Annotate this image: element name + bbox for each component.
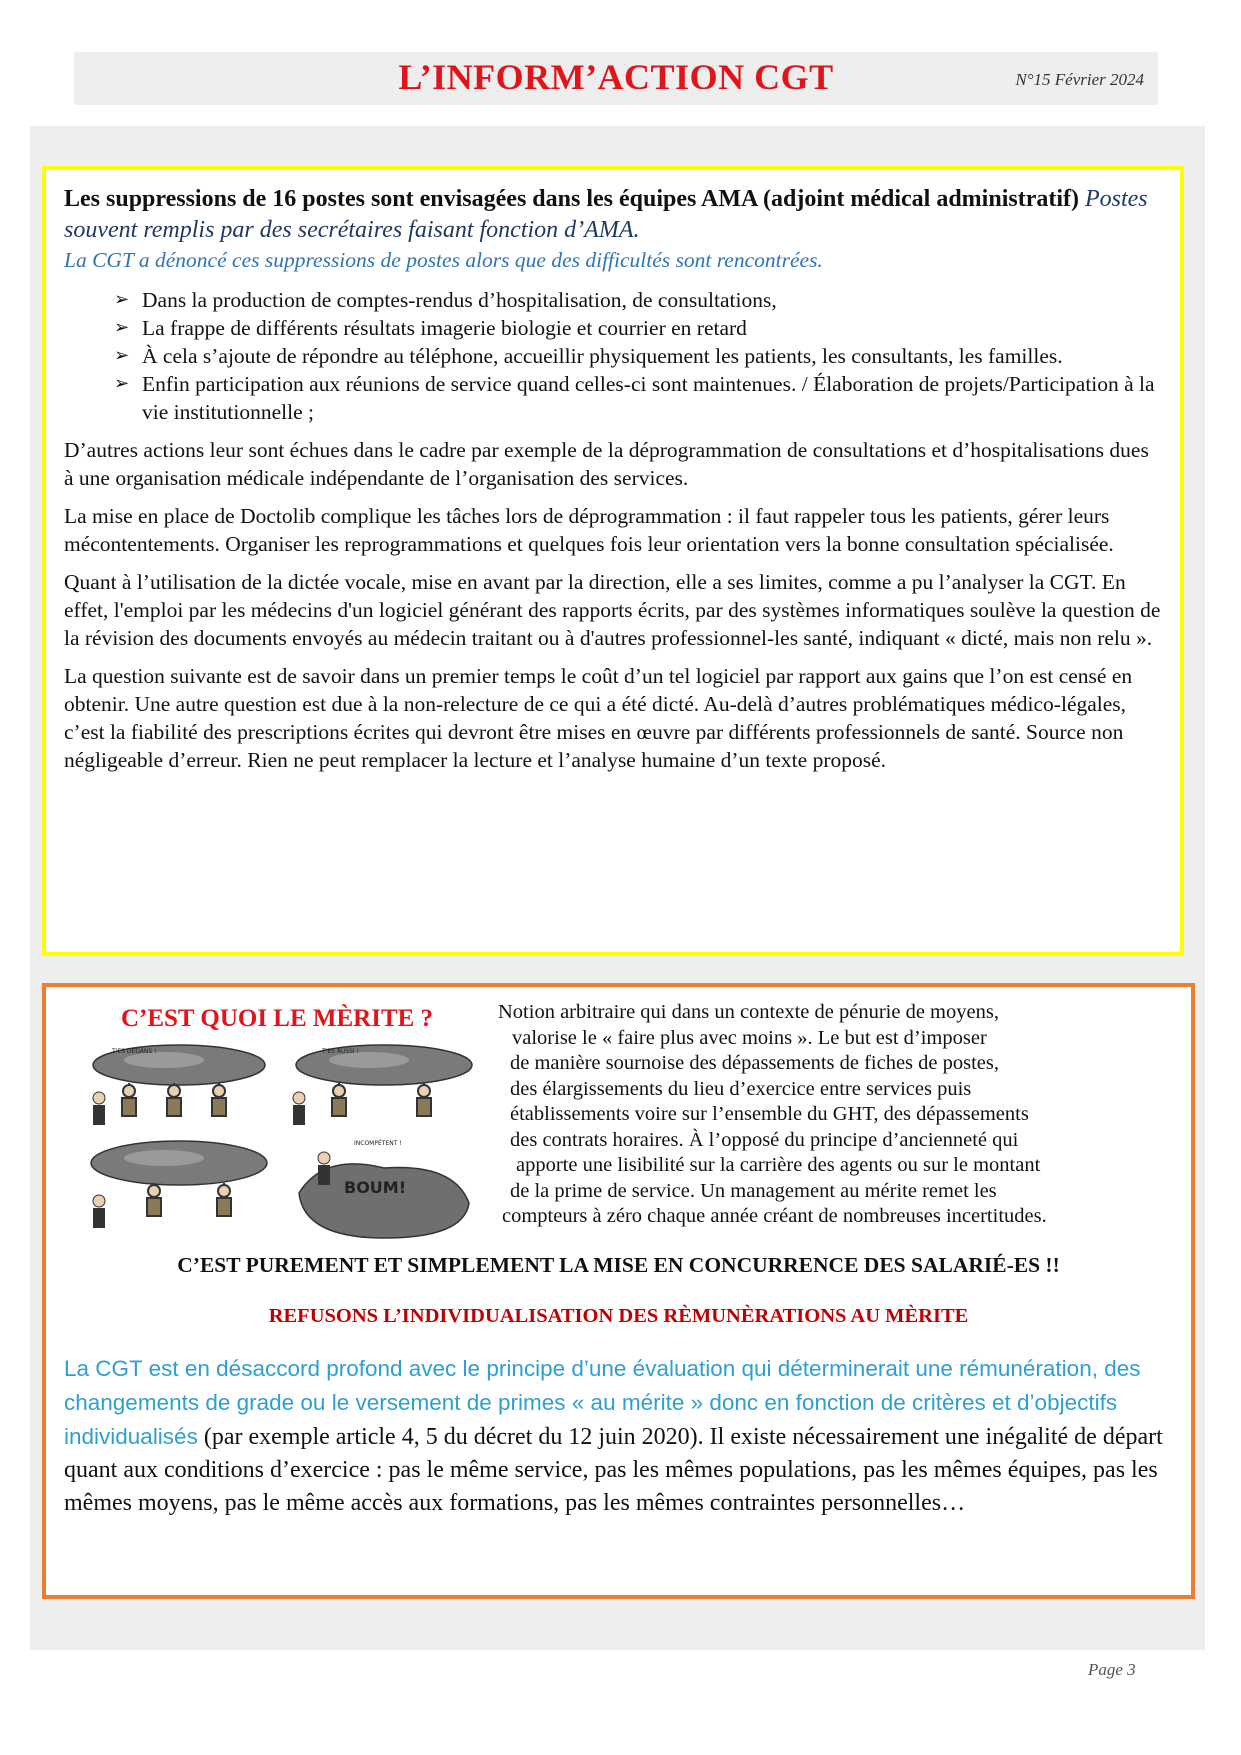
text-line: compteurs à zéro chaque année créant de nombreuses incertitudes. bbox=[502, 1205, 1047, 1227]
final-black-text: (par exemple article 4, 5 du décret du 12 juin 2020). Il existe nécessairement une inégalité de départ quant aux conditions d’exercice : pas le même service, pas les mêmes populations, pas les mêmes équipes, pas les mêmes moyens, pas le même accès aux formations, pas les mêmes contraintes personnelles… bbox=[64, 1424, 1163, 1516]
header-bar bbox=[74, 52, 1158, 105]
article-ama-box bbox=[42, 166, 1184, 956]
cartoon-panel-1 bbox=[93, 1045, 265, 1125]
cartoon-bubble-1: T'ES DEDANS ! bbox=[112, 1048, 157, 1055]
page-number: Page 3 bbox=[1088, 1660, 1136, 1679]
bullet-list bbox=[64, 286, 1162, 426]
merit-title: C’EST QUOI LE MÈRITE ? bbox=[120, 1005, 434, 1032]
refusal-slogan: REFUSONS L’INDIVIDUALISATION DES RÈMUNÈRATIONS AU MÈRITE bbox=[268, 1305, 969, 1327]
text-line: valorise le « faire plus avec moins ». Le but est d’imposer bbox=[512, 1026, 987, 1049]
article-lead bbox=[64, 184, 1162, 246]
text-line: Notion arbitraire qui dans un contexte de pénurie de moyens, bbox=[498, 1001, 999, 1023]
final-blue-text: La CGT est en désaccord profond avec le principe d’une évaluation qui déterminerait une rémunération, des changements de grade ou le versement de primes « au mérite » donc en fonction de critères et d’objectifs individualisés bbox=[64, 1356, 1141, 1449]
cartoon-panel-2 bbox=[293, 1045, 472, 1125]
list-item: ➢ Enfin participation aux réunions de service quand celles-ci sont maintenues. / Élaboration de projets/Participation à la vie institutionnelle ; bbox=[114, 372, 1155, 424]
text-line: des élargissements du lieu d’exercice entre services puis bbox=[510, 1077, 972, 1100]
cartoon-bubble-3: INCOMPÉTENT ! bbox=[354, 1140, 402, 1147]
list-item: ➢ Dans la production de comptes-rendus d’hospitalisation, de consultations, bbox=[114, 288, 777, 312]
arrow-bullet-icon: ➢ bbox=[114, 345, 130, 366]
competition-statement: C’EST PUREMENT ET SIMPLEMENT LA MISE EN CONCURRENCE DES SALARIÉ-ES !! bbox=[177, 1253, 1060, 1277]
cartoon-bubble-2: T'ES AUSSI ! bbox=[322, 1048, 360, 1055]
paragraph: Quant à l’utilisation de la dictée vocale, mise en avant par la direction, elle a ses limites, comme a pu l’analyser la CGT. En effet, l'emploi par les médecins d'un logiciel générant des rapports écrits, par des systèmes informatiques soulève la question de la révision des documents envoyés au médecin traitant ou à d'autres professionnel-les santé, indiquant « dicté, mais non relu ». bbox=[64, 570, 1161, 650]
paragraph: La question suivante est de savoir dans un premier temps le coût d’un tel logiciel par rapport aux gains que l’on est censé en obtenir. Une autre question est due à la non-relecture de ce qui a été dicté. Au-delà d’autres problématiques médico-légales, c’est la fiabilité des prescriptions écrites qui devront être mises en œuvre par différents professionnels de santé. Source non négligeable d’erreur. Rien ne peut remplacer la lecture et l’analyse humaine d’un texte proposé. bbox=[64, 664, 1133, 772]
text-line: établissements voire sur l’ensemble du GHT, des dépassements bbox=[510, 1103, 1029, 1125]
issue-number: N°15 Février 2024 bbox=[1015, 70, 1144, 89]
paragraph: D’autres actions leur sont échues dans le cadre par exemple de la déprogrammation de consultations et d’hospitalisations dues à une organisation médicale indépendante de l’organisation des services. bbox=[64, 438, 1149, 490]
lead-subtitle: La CGT a dénoncé ces suppressions de postes alors que des difficultés sont rencontrées. bbox=[64, 248, 823, 272]
final-paragraph bbox=[64, 1352, 1173, 1520]
lead-bold: Les suppressions de 16 postes sont envisagées dans les équipes AMA (adjoint médical administratif) bbox=[64, 186, 1079, 212]
cartoon-panel-4 bbox=[299, 1152, 469, 1238]
newsletter-title: L’INFORM’ACTION CGT bbox=[398, 57, 834, 97]
paragraph: La mise en place de Doctolib complique les tâches lors de déprogrammation : il faut rappeler tous les patients, gérer leurs mécontentements. Organiser les reprogrammations et quelques fois leur orientation vers la bonne consultation spécialisée. bbox=[64, 504, 1114, 556]
text-line: des contrats horaires. À l’opposé du principe d’ancienneté qui bbox=[510, 1128, 1019, 1151]
text-line: apporte une lisibilité sur la carrière des agents ou sur le montant bbox=[516, 1154, 1041, 1176]
arrow-bullet-icon: ➢ bbox=[114, 373, 130, 394]
merit-side-text bbox=[498, 1000, 1178, 1230]
text-line: de manière sournoise des dépassements de fiches de postes, bbox=[510, 1052, 1000, 1074]
merit-cartoon-illustration bbox=[84, 1043, 479, 1243]
article-merit-box bbox=[42, 983, 1195, 1599]
arrow-bullet-icon: ➢ bbox=[114, 317, 130, 338]
list-item: ➢ À cela s’ajoute de répondre au téléphone, accueillir physiquement les patients, les consultants, les familles. bbox=[114, 344, 1063, 368]
cartoon-panel-3 bbox=[91, 1141, 267, 1228]
arrow-bullet-icon: ➢ bbox=[114, 289, 130, 310]
cartoon-boom-text: BOUM! bbox=[344, 1178, 407, 1197]
list-item: ➢ La frappe de différents résultats imagerie biologie et courrier en retard bbox=[114, 316, 747, 340]
lead-italic: Postes souvent remplis par des secrétaires faisant fonction d’AMA. bbox=[64, 186, 1148, 243]
text-line: de la prime de service. Un management au mérite remet les bbox=[510, 1179, 997, 1202]
